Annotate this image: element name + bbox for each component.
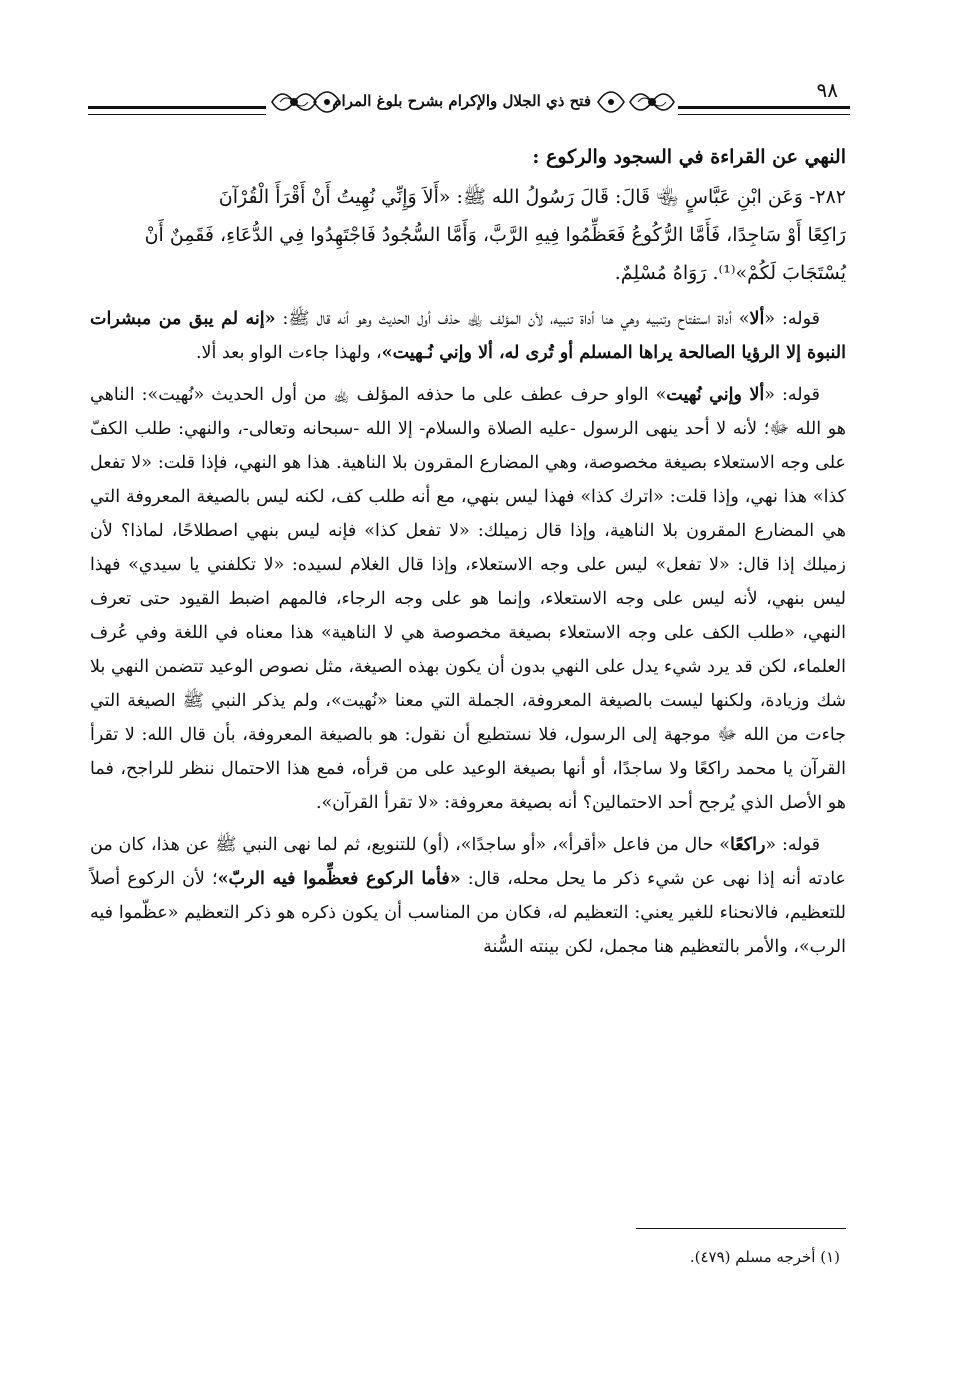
- text-run-bold: راكعًا: [730, 835, 766, 855]
- footnote-rule: [636, 1228, 846, 1229]
- text-run: ، ولهذا جاءت الواو بعد ألا.: [195, 343, 382, 363]
- footnote: (١) أخرجه مسلم (٤٧٩).: [689, 1248, 840, 1266]
- header-rule-left: [88, 106, 266, 109]
- section-heading: النهي عن القراءة في السجود والركوع :: [532, 146, 846, 168]
- paragraph-1: [90, 302, 846, 370]
- text-run-bold: ألا: [749, 309, 765, 329]
- text-run: قوله: «: [765, 835, 821, 855]
- ornament-center-right-icon: [594, 82, 628, 122]
- text-run: » حال من فاعل «أقرأ»، «أو ساجدًا»، (أو) للتنويع، ثم لما نهى النبي ﷺ عن هذا، كان من عادته أنه إذا نهى عن شيء ذكر ما يحل محله، قال:: [90, 835, 846, 889]
- hadith-line: يُسْتَجَابَ لَكُمْ»⁽¹⁾. رَوَاهُ مُسْلِمٌ.: [614, 262, 846, 284]
- text-run: » الواو حرف عطف على ما حذفه المؤلف ﵀ من أول الحديث «نُهيت»: الناهي هو الله ﷻ؛ لأنه لا أحد ينهى الرسول -عليه الصلاة والسلام- إلا الله -سبحانه وتعالى-، والنهي: طلب الكفّ على وجه الاستعلاء بصيغة مخصوصة، وهي المضارع المقرون بلا الناهية. هذا هو النهي، فإذا قلت: «لا تفعل كذا» هذا نهي، وإذا قلت: «اترك كذا» فهذا ليس بنهي، مع أنه طلب كف، لكنه ليس بالصيغة المعروفة التي هي المضارع المقرون بلا الناهية، وإذا قال زميلك: «لا تفعل كذا» فإنه ليس بنهي اصطلاحًا، لماذا؟ لأن زميلك إذا قال: «لا تفعل» ليس على وجه الاستعلاء، وإذا قال الغلام لسيده: «لا تكلفني يا سيدي» فهذا ليس بنهي، لأنه ليس على وجه الاستعلاء، وإنما هو على وجه الرجاء، فالمهم اضبط القيود حتى تعرف النهي، «طلب الكف على وجه الاستعلاء بصيغة مخصوصة هي لا الناهية» هذا معناه في اللغة وفي عُرف العلماء، لكن قد يرد شيء يدل على النهي بدون أن يكون بهذه الصيغة، مثل نصوص الوعيد تتضمن النهي بلا شك وزيادة، ولكنها ليست بالصيغة المعروفة، الجملة التي معنا «نُهيت»، ولم يذكر النبي ﷺ الصيغة التي جاءت من الله ﷻ موجهة إلى الرسول، فلا نستطيع أن نقول: هو بالصيغة المعروفة، بأن قال الله: لا تقرأ القرآن يا محمد راكعًا ولا ساجدًا، أو أنها بصيغة الوعيد على من قرأه، فمع هذا الاحتمال ننظر للراجح، فما هو الأصل الذي يُرجح أحد الاحتمالين؟ أنه بصيغة معروفة: «لا تقرأ القرآن».: [90, 385, 846, 813]
- text-run-bold: «إنه لم يبق من مبشرات النبوة إلا الرؤيا الصالحة يراها المسلم أو تُرى له، ألا وإني نُـهيت»: [90, 309, 846, 363]
- hadith-text: [90, 178, 846, 292]
- hadith-line: رَاكِعًا أَوْ سَاجِدًا، فَأَمَّا الرُّكُوعُ فَعَظِّمُوا فِيهِ الرَّبَّ، وَأَمَّا السُّجُودُ فَاجْتَهِدُوا فِي الدُّعَاءِ، فَقَمِنٌ أَنْ: [144, 224, 846, 246]
- header-rule-right: [678, 106, 850, 109]
- page-number: ٩٨: [816, 78, 838, 102]
- text-run-bold: ألا وإني نُهيت: [666, 385, 765, 405]
- header-rule-left-thin: [88, 114, 266, 115]
- text-run: ؛ لأن الركوع أصلاً للتعظيم، فالانحناء للغير يعني: التعظيم له، فكان من المناسب أن يكون ذكره هو ذكر التعظيم «عظّموا فيه الرب»، والأمر بالتعظيم هنا مجمل، لكن بينته السُّنة: [90, 869, 846, 957]
- book-title: فتح ذي الجلال والإكرام بشرح بلوغ المرام: [332, 92, 591, 110]
- text-run: قوله: «: [764, 385, 820, 405]
- header-rule-right-thin: [678, 114, 850, 115]
- text-run: » أداة استفتاح وتنبيه وهي هنا أداة تنبيه، لأن المؤلف ﵀ حذف أول الحديث وهو أنه قال ﷺ:: [275, 309, 750, 329]
- hadith-line: ٢٨٢- وَعَن ابْنِ عَبَّاسٍ ﵄ قَالَ: قَالَ رَسُولُ الله ﷺ: «أَلاَ وَإِنِّي نُهِيتُ أَنْ أَقْرَأَ الْقُرْآنَ: [218, 186, 846, 208]
- paragraph-3: [90, 828, 846, 964]
- paragraph-2: [90, 378, 846, 820]
- ornament-right-icon: [628, 82, 676, 122]
- page-header: [88, 78, 850, 126]
- text-run-bold: «فأما الركوع فعظِّموا فيه الربّ»: [217, 869, 461, 889]
- text-run: قوله: «: [764, 309, 820, 329]
- page-body: [90, 140, 846, 972]
